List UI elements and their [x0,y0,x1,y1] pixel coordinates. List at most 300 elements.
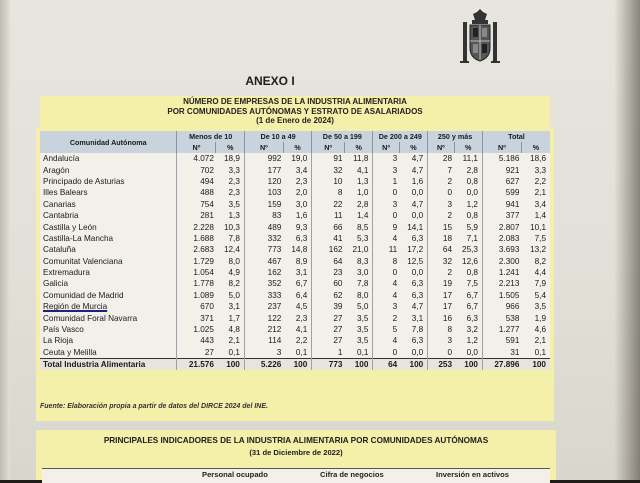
page-shadow-right [614,0,640,480]
count-cell: 3 [244,347,283,359]
count-cell: 60 [312,278,345,289]
count-cell: 2.300 [482,256,521,267]
region-name-text: Illes Balears [43,188,88,198]
percent-cell: 2,0 [295,188,308,198]
count-cell: 4 [373,290,399,301]
count-cell: 467 [244,256,283,267]
percent-cell: 2,8 [466,165,478,175]
table-row [40,164,550,175]
count-cell: 3 [373,301,399,312]
count-cell: 18 [428,233,454,244]
count-cell: 253 [428,359,454,371]
region-name [40,278,177,289]
table-row [40,153,550,164]
table1-date: (1 de Enero de 2024) [256,116,334,126]
count-cell: 21.576 [177,359,216,371]
count-cell: 3 [373,199,399,210]
percent-cell: 8,2 [228,279,240,289]
percent-cell: 9,3 [295,222,308,232]
percent-cell: 3,3 [534,165,546,175]
percent-cell: 18,9 [223,154,240,164]
percent-cell: 11,1 [462,154,478,164]
table-row [40,244,550,255]
percent-cell: 3,4 [534,199,546,209]
table2-title: PRINCIPALES INDICADORES DE LA INDUSTRIA ALIMENTARIA POR COMUNIDADES AUTÓNOMAS [103,436,489,445]
count-cell: 8 [428,324,454,335]
count-cell: 11 [373,244,399,255]
count-cell: 0 [428,347,454,359]
table-row [40,347,550,359]
table2-date: (31 de Diciembre de 2022) [249,448,343,457]
count-cell: 2.083 [482,233,521,244]
table2-title-box [36,430,556,480]
percent-cell: 5,3 [357,233,369,243]
percent-cell: 1,6 [411,176,424,186]
percent-cell: 1,4 [534,211,546,221]
percent-cell: 6,3 [411,279,424,289]
percent-cell: 0,1 [534,347,546,357]
percent-cell: 6,7 [295,279,308,289]
count-cell: 4 [373,278,399,289]
percent-cell: 7,8 [411,325,424,335]
percent-cell: 6,3 [466,313,478,323]
region-name-text: Extremadura [43,268,90,278]
percent-cell: 3,1 [228,302,240,312]
percent-cell: 8,0 [357,290,369,300]
count-cell: 27 [312,335,345,346]
region-name-text: La Rioja [43,336,74,346]
count-cell: 122 [244,312,283,323]
percent-cell: 3,5 [534,302,546,312]
count-cell: 64 [428,244,454,255]
count-cell: 1.025 [177,324,216,335]
percent-cell: 0,0 [411,268,424,278]
percent-cell: 7,5 [466,279,478,289]
count-cell: 371 [177,312,216,323]
percent-cell: 7,8 [357,279,369,289]
region-name-text: Principado de Asturias [43,176,125,186]
percent-cell: 1,2 [466,199,478,209]
count-cell: 16 [428,312,454,323]
region-name [40,324,177,335]
region-name [40,176,177,187]
count-cell: 1.505 [482,290,521,301]
percent-cell: 0,1 [228,347,240,357]
count-cell: 3 [373,153,399,164]
table-row [40,278,550,289]
count-cell: 332 [244,233,283,244]
percent-cell: 100 [454,359,482,371]
group-header-10-49: De 10 a 49 [244,131,311,142]
percent-cell: 1,3 [357,176,369,186]
region-name [40,301,177,312]
count-cell: 64 [312,256,345,267]
percent-cell: 3,2 [466,325,478,335]
percent-cell: 3,5 [357,336,369,346]
count-cell: 773 [244,244,283,255]
count-cell: 2.683 [177,244,216,255]
count-cell: 494 [177,176,216,187]
region-name-text: Cantabria [43,211,79,221]
table-row [40,187,550,198]
count-cell: 27 [312,324,345,335]
sub-header-percent: % [344,142,372,153]
group-header-250plus: 250 y más [428,131,483,142]
count-cell: 120 [244,176,283,187]
percent-cell: 0,1 [295,347,308,357]
region-name-text: Comunidad Foral Navarra [43,313,138,323]
count-cell: 162 [244,267,283,278]
percent-cell: 2,1 [228,336,240,346]
percent-cell: 1,6 [295,211,308,221]
percent-cell: 18,6 [530,154,546,164]
sub-header-count: Nº [373,142,399,153]
count-cell: 9 [373,221,399,232]
count-cell: 177 [244,164,283,175]
count-cell: 2.213 [482,278,521,289]
percent-cell: 8,0 [228,256,240,266]
percent-cell: 2,2 [295,336,308,346]
count-cell: 114 [244,335,283,346]
table-row [40,312,550,323]
table2-header-personal: Personal ocupado [202,470,268,479]
percent-cell: 3,1 [295,268,308,278]
percent-cell: 8,3 [357,256,369,266]
count-cell: 62 [312,290,345,301]
table1-title-line1: NÚMERO DE EMPRESAS DE LA INDUSTRIA ALIMENTARIA [183,97,407,106]
count-cell: 27.896 [482,359,521,371]
percent-cell: 2,1 [534,188,546,198]
count-cell: 41 [312,233,345,244]
percent-cell: 0,8 [466,211,478,221]
count-cell: 0 [373,210,399,221]
count-cell: 670 [177,301,216,312]
table1-source-note: Fuente: Elaboración propia a partir de datos del DIRCE 2024 del INE. [40,403,268,410]
table-row [40,233,550,244]
percent-cell: 1,4 [357,211,369,221]
count-cell: 17 [428,290,454,301]
count-cell: 3 [428,199,454,210]
percent-cell: 2,3 [228,176,240,186]
count-cell: 3 [373,164,399,175]
percent-cell: 4,7 [411,302,424,312]
percent-cell: 17,2 [407,245,424,255]
region-name [40,199,177,210]
percent-cell: 3,5 [228,199,240,209]
table-row [40,256,550,267]
percent-cell: 100 [216,359,244,371]
count-cell: 1.778 [177,278,216,289]
count-cell: 2 [428,267,454,278]
percent-cell: 2,3 [295,176,308,186]
table2-header-cifra: Cifra de negocios [320,470,384,479]
count-cell: 7 [428,164,454,175]
count-cell: 212 [244,324,283,335]
percent-cell: 4,7 [411,165,424,175]
count-cell: 377 [482,210,521,221]
percent-cell: 5,4 [534,290,546,300]
count-cell: 992 [244,153,283,164]
percent-cell: 8,5 [357,222,369,232]
percent-cell: 4,4 [534,268,546,278]
sub-header-count: Nº [177,142,216,153]
region-name [40,267,177,278]
count-cell: 91 [312,153,345,164]
percent-cell: 4,8 [228,325,240,335]
group-header-200-249: De 200 a 249 [373,131,428,142]
percent-cell: 2,3 [295,313,308,323]
count-cell: 162 [312,244,345,255]
percent-cell: 10,3 [223,222,240,232]
sub-header-percent: % [521,142,550,153]
region-name [40,347,177,359]
count-cell: 11 [312,210,345,221]
count-cell: 5.186 [482,153,521,164]
count-cell: 966 [482,301,521,312]
percent-cell: 6,3 [411,290,424,300]
region-name-text: Canarias [43,199,76,209]
count-cell: 22 [312,199,345,210]
count-cell: 941 [482,199,521,210]
count-cell: 64 [373,359,399,371]
percent-cell: 6,7 [466,302,478,312]
percent-cell: 100 [344,359,372,371]
region-name-text: Andalucía [43,154,80,164]
count-cell: 237 [244,301,283,312]
table2-header-inversion: Inversión en activos [436,470,510,479]
percent-cell: 3,5 [357,313,369,323]
count-cell: 754 [177,199,216,210]
region-name [40,153,177,164]
percent-cell: 4,1 [357,165,369,175]
percent-cell: 2,2 [534,176,546,186]
count-cell: 3 [428,335,454,346]
count-cell: 15 [428,221,454,232]
count-cell: 488 [177,187,216,198]
percent-cell: 6,3 [295,233,308,243]
count-cell: 0 [373,187,399,198]
percent-cell: 1,9 [534,313,546,323]
percent-cell: 3,0 [357,268,369,278]
count-cell: 66 [312,221,345,232]
count-cell: 4 [373,335,399,346]
sub-header-percent: % [454,142,482,153]
region-name [40,210,177,221]
count-cell: 31 [482,347,521,359]
group-header-total: Total [482,131,550,142]
table-row [40,176,550,187]
percent-cell: 3,1 [411,313,424,323]
percent-cell: 6,3 [411,336,424,346]
percent-cell: 100 [283,359,311,371]
region-name [40,221,177,232]
count-cell: 443 [177,335,216,346]
count-cell: 83 [244,210,283,221]
percent-cell: 25,3 [462,245,478,255]
table1-frame [36,127,554,421]
percent-cell: 4,7 [411,154,424,164]
count-cell: 352 [244,278,283,289]
count-cell: 1.688 [177,233,216,244]
count-cell: 10 [312,176,345,187]
companies-table [40,131,550,370]
percent-cell: 1,2 [466,336,478,346]
count-cell: 1.729 [177,256,216,267]
count-cell: 599 [482,187,521,198]
page-shadow-left [0,0,10,480]
percent-cell: 2,8 [357,199,369,209]
percent-cell: 3,5 [357,325,369,335]
table-row [40,324,550,335]
table-row [40,267,550,278]
sub-header-percent: % [216,142,244,153]
table-row [40,221,550,232]
count-cell: 773 [312,359,345,371]
percent-cell: 13,2 [530,245,546,255]
count-cell: 3.693 [482,244,521,255]
region-name-text: Castilla y León [43,222,97,232]
count-cell: 627 [482,176,521,187]
count-cell: 2 [373,312,399,323]
percent-cell: 8,2 [534,256,546,266]
group-header-lt10: Menos de 10 [177,131,244,142]
region-name [40,290,177,301]
percent-cell: 4,1 [295,325,308,335]
count-cell: 2.228 [177,221,216,232]
sub-header-count: Nº [482,142,521,153]
table-row [40,199,550,210]
count-cell: 2 [428,176,454,187]
region-column-header: Comunidad Autónoma [40,131,177,153]
percent-cell: 6,7 [466,290,478,300]
count-cell: 5 [373,324,399,335]
percent-cell: 11,8 [353,154,369,164]
count-cell: 921 [482,164,521,175]
count-cell: 8 [312,187,345,198]
percent-cell: 14,1 [407,222,424,232]
percent-cell: 0,8 [466,176,478,186]
count-cell: 1 [312,347,345,359]
count-cell: 27 [312,312,345,323]
percent-cell: 0,8 [466,268,478,278]
percent-cell: 12,5 [407,256,424,266]
percent-cell: 7,9 [534,279,546,289]
percent-cell: 1,0 [357,188,369,198]
percent-cell: 0,0 [411,188,424,198]
region-name-text: Galicia [43,279,69,289]
percent-cell: 100 [399,359,427,371]
count-cell: 2.807 [482,221,521,232]
percent-cell: 21,0 [352,245,369,255]
percent-cell: 0,1 [357,347,369,357]
region-name [40,244,177,255]
percent-cell: 6,3 [411,233,424,243]
percent-cell: 3,4 [295,165,308,175]
region-name [40,233,177,244]
count-cell: 159 [244,199,283,210]
table-row [40,210,550,221]
region-name-text: Castilla-La Mancha [43,233,114,243]
percent-cell: 19,0 [291,154,308,164]
percent-cell: 5,0 [228,290,240,300]
count-cell: 0 [373,267,399,278]
region-name-text: Comunidad de Madrid [43,290,124,300]
region-name-text: Aragón [43,165,70,175]
percent-cell: 5,0 [357,302,369,312]
region-name [40,335,177,346]
count-cell: 32 [428,256,454,267]
count-cell: 4 [373,233,399,244]
count-cell: 19 [428,278,454,289]
count-cell: 4.072 [177,153,216,164]
percent-cell: 3,3 [228,165,240,175]
percent-cell: 0,0 [466,188,478,198]
percent-cell: 4,6 [534,325,546,335]
percent-cell: 0,0 [466,347,478,357]
percent-cell: 7,8 [228,233,240,243]
count-cell: 17 [428,301,454,312]
count-cell: 23 [312,267,345,278]
percent-cell: 2,3 [228,188,240,198]
percent-cell: 8,9 [295,256,308,266]
count-cell: 702 [177,164,216,175]
percent-cell: 14,8 [291,245,308,255]
percent-cell: 100 [521,359,550,371]
percent-cell: 0,0 [411,347,424,357]
percent-cell: 0,0 [411,211,424,221]
percent-cell: 4,7 [411,199,424,209]
table1-title-box [40,96,550,128]
sub-header-percent: % [283,142,311,153]
count-cell: 5.226 [244,359,283,371]
percent-cell: 10,1 [530,222,546,232]
count-cell: 32 [312,164,345,175]
count-cell: 39 [312,301,345,312]
table-row [40,290,550,301]
region-name-text: País Vasco [43,325,84,335]
table2-header-row [42,468,550,483]
region-name-text: Región de Murcia [43,302,108,312]
percent-cell: 4,9 [228,268,240,278]
region-name [40,359,177,371]
count-cell: 1.054 [177,267,216,278]
count-cell: 281 [177,210,216,221]
percent-cell: 3,0 [295,199,308,209]
region-name-text: Ceuta y Melilla [43,347,97,357]
count-cell: 103 [244,187,283,198]
region-name [40,164,177,175]
count-cell: 591 [482,335,521,346]
count-cell: 1.277 [482,324,521,335]
percent-cell: 12,4 [223,245,240,255]
table-row [40,335,550,346]
region-name [40,312,177,323]
count-cell: 0 [373,347,399,359]
region-name [40,187,177,198]
count-cell: 489 [244,221,283,232]
table-row [40,301,550,312]
percent-cell: 1,7 [228,313,240,323]
sub-header-count: Nº [312,142,345,153]
region-name [40,256,177,267]
annex-title: ANEXO I [245,74,295,88]
percent-cell: 12,6 [462,256,478,266]
coat-of-arms-icon [455,8,505,70]
percent-cell: 4,5 [295,302,308,312]
percent-cell: 7,1 [466,233,478,243]
count-cell: 2 [428,210,454,221]
count-cell: 1 [373,176,399,187]
